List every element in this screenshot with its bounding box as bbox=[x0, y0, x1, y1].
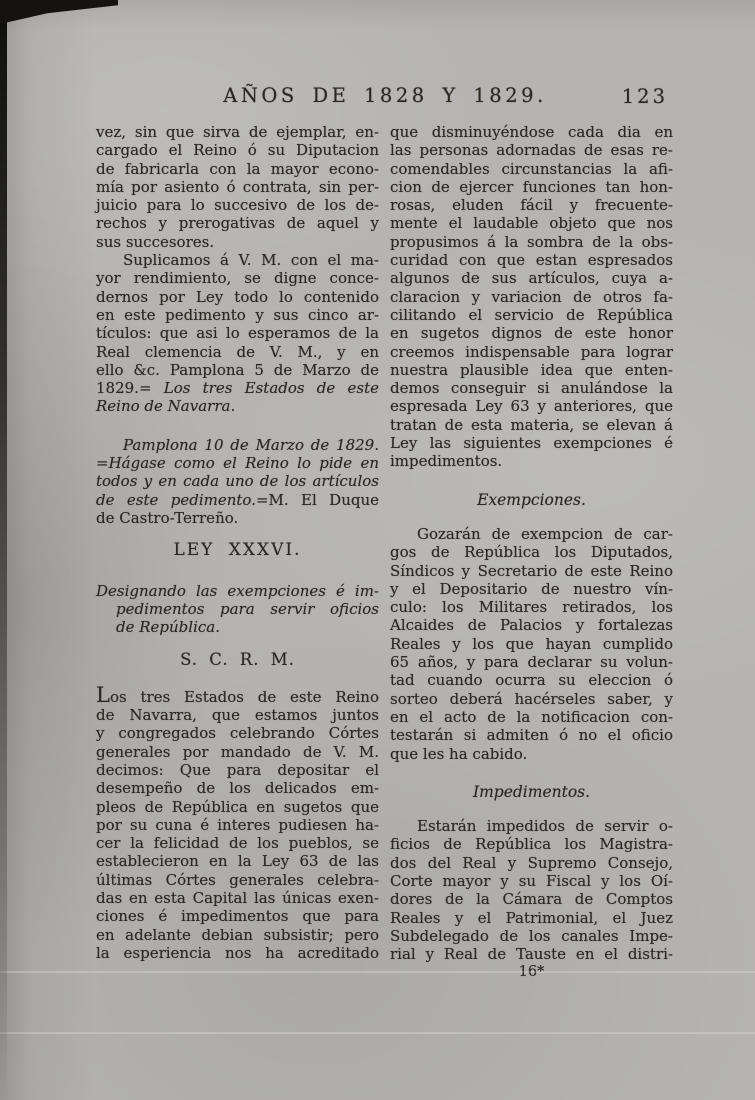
text-line: Los tres Estados de este Reino bbox=[96, 682, 379, 707]
text-line: Estarán impedidos de servir o- bbox=[417, 817, 673, 836]
text-line: S. C. R. M. bbox=[180, 650, 295, 670]
page-content bbox=[96, 84, 674, 982]
text-line: de Castro-Terreño. bbox=[96, 508, 239, 527]
text-line: tad cuando ocurra su eleccion ó bbox=[390, 671, 673, 690]
text-line: das en esta Capital las únicas exen- bbox=[96, 888, 379, 907]
text-line: tratan de esta materia, se elevan á bbox=[390, 415, 673, 434]
text-line: comendables circunstancias la afi- bbox=[390, 159, 673, 178]
book-binding-edge bbox=[0, 0, 7, 1100]
text-line: Pamplona 10 de Marzo de 1829. bbox=[123, 435, 379, 454]
text-line: juicio para lo succesivo de los de- bbox=[96, 196, 379, 215]
text-line: de Navarra, que estamos juntos bbox=[96, 706, 379, 725]
text-line: claracion y variacion de otros fa- bbox=[390, 287, 673, 306]
text-line: todos y en cada uno de los artículos bbox=[96, 472, 379, 491]
text-line: testarán si admiten ó no el oficio bbox=[390, 726, 673, 745]
running-header bbox=[96, 84, 674, 110]
text-line: de República. bbox=[116, 618, 220, 637]
text-line: cilitando el servicio de República bbox=[390, 305, 673, 324]
right-column bbox=[390, 123, 673, 982]
text-line: que disminuyéndose cada dia en bbox=[390, 123, 673, 141]
left-column bbox=[96, 123, 379, 982]
text-line: culo: los Militares retirados, los bbox=[390, 598, 673, 617]
page-number: 123 bbox=[621, 85, 668, 108]
text-line: Real clemencia de V. M., y en bbox=[96, 342, 379, 361]
text-line: Gozarán de exempcion de car- bbox=[417, 524, 673, 543]
text-line: rechos y prerogativas de aquel y bbox=[96, 214, 379, 233]
text-line: cion de ejercer funciones tan hon- bbox=[390, 177, 673, 196]
text-line: Subdelegado de los canales Impe- bbox=[390, 926, 673, 945]
text-line: sorteo deberá hacérseles saber, y bbox=[390, 689, 673, 708]
text-line: desempeño de los delicados em- bbox=[96, 779, 379, 798]
law-body-paragraph bbox=[96, 682, 379, 962]
scan-artifact-line bbox=[0, 1032, 755, 1034]
text-line: yor rendimiento, se digne conce- bbox=[96, 269, 379, 288]
text-line: que les ha cabido. bbox=[390, 744, 528, 763]
text-line: mía por asiento ó contrata, sin per- bbox=[96, 177, 379, 196]
text-line: espresada Ley 63 y anteriores, que bbox=[390, 397, 673, 416]
text-line: ello &c. Pamplona 5 de Marzo de bbox=[96, 360, 379, 379]
text-line: Corte mayor y su Fiscal y los Oí- bbox=[390, 871, 673, 890]
text-line: por su cuna é interes pudiesen ha- bbox=[96, 815, 379, 834]
text-line: impedimentos. bbox=[390, 452, 503, 471]
text-line: 65 años, y para declarar su volun- bbox=[390, 653, 673, 672]
page-corner-shadow bbox=[0, 0, 118, 24]
text-line: y el Depositario de nuestro vín- bbox=[390, 579, 673, 598]
text-line: tículos: que asi lo esperamos de la bbox=[96, 324, 379, 343]
text-line: en sugetos dignos de este honor bbox=[390, 324, 673, 343]
text-line: cargado el Reino ó su Diputacion bbox=[96, 141, 379, 160]
royal-decree-paragraph bbox=[96, 436, 379, 527]
law-heading bbox=[96, 541, 379, 559]
text-line: creemos indispensable para lograr bbox=[390, 342, 673, 361]
text-line: pedimentos para servir oficios bbox=[116, 599, 379, 618]
text-line: generales por mandado de V. M. bbox=[96, 742, 379, 761]
text-line: de este pedimento.=M. El Duque bbox=[96, 490, 379, 509]
text-line: las personas adornadas de esas re- bbox=[390, 141, 673, 160]
text-line: Designando las exempciones é im- bbox=[96, 581, 379, 600]
text-line: Reales y los que hayan cumplido bbox=[390, 634, 673, 653]
text-line: Exempciones. bbox=[477, 490, 586, 509]
text-line: curidad con que estan espresados bbox=[390, 251, 673, 270]
scan-artifact-line bbox=[0, 971, 755, 973]
law-body-continuation bbox=[390, 123, 673, 471]
text-line: últimas Córtes generales celebra- bbox=[96, 870, 379, 889]
text-line: sus succesores. bbox=[96, 232, 215, 251]
text-line: dernos por Ley todo lo contenido bbox=[96, 287, 379, 306]
text-line: Alcaides de Palacios y fortalezas bbox=[390, 616, 673, 635]
text-line: dos del Real y Supremo Consejo, bbox=[390, 853, 673, 872]
text-line: en el acto de la notificacion con- bbox=[390, 707, 673, 726]
two-column-text bbox=[96, 123, 674, 982]
text-line: ficios de República los Magistra- bbox=[390, 835, 673, 854]
text-line: demos conseguir si anulándose la bbox=[390, 379, 673, 398]
text-line: nuestra plausible idea que enten- bbox=[390, 360, 673, 379]
text-line: =Hágase como el Reino lo pide en bbox=[96, 454, 379, 473]
text-line: dores de la Cámara de Comptos bbox=[390, 890, 673, 909]
text-line: cer la felicidad de los pueblos, se bbox=[96, 834, 379, 853]
law-subject bbox=[96, 582, 379, 637]
exemptions-heading bbox=[390, 491, 673, 509]
text-line: Reino de Navarra. bbox=[96, 397, 236, 416]
impediments-heading bbox=[390, 783, 673, 801]
text-line: 1829.= Los tres Estados de este bbox=[96, 379, 379, 398]
text-line: algunos de sus artículos, cuya a- bbox=[390, 269, 673, 288]
text-line: la esperiencia nos ha acreditado bbox=[96, 943, 379, 962]
text-line: y congregados celebrando Córtes bbox=[96, 724, 379, 743]
text-line: Ley las siguientes exempciones é bbox=[390, 434, 673, 453]
text-line: Síndicos y Secretario de este Reino bbox=[390, 561, 673, 580]
text-line: Suplicamos á V. M. con el ma- bbox=[123, 251, 379, 270]
header-title: AÑOS DE 1828 Y 1829. bbox=[223, 84, 547, 107]
text-line: mente el laudable objeto que nos bbox=[390, 214, 673, 233]
text-line: ciones é impedimentos que para bbox=[96, 907, 379, 926]
text-line: de fabricarla con la mayor econo- bbox=[96, 159, 379, 178]
text-line: rosas, eluden fácil y frecuente- bbox=[390, 196, 673, 215]
text-line: establecieron en la Ley 63 de las bbox=[96, 852, 379, 871]
text-line: en este pedimento y sus cinco ar- bbox=[96, 305, 379, 324]
text-line: pleos de República en sugetos que bbox=[96, 797, 379, 816]
text-line: gos de República los Diputados, bbox=[390, 543, 673, 562]
text-line: decimos: Que para depositar el bbox=[96, 760, 379, 779]
exemptions-paragraph bbox=[390, 525, 673, 763]
continuation-paragraph bbox=[96, 123, 379, 251]
text-line: Impedimentos. bbox=[472, 782, 591, 801]
text-line: 16* bbox=[518, 964, 545, 981]
text-line: vez, sin que sirva de ejemplar, en- bbox=[96, 123, 379, 141]
text-line: Reales y el Patrimonial, el Juez bbox=[390, 908, 673, 927]
text-line: en adelante debian subsistir; pero bbox=[96, 925, 379, 944]
text-line: LEY XXXVI. bbox=[173, 540, 302, 561]
text-line: propusimos á la sombra de la obs- bbox=[390, 232, 673, 251]
impediments-paragraph bbox=[390, 817, 673, 963]
petition-paragraph bbox=[96, 251, 379, 416]
text-line: rial y Real de Tauste en el distri- bbox=[390, 945, 673, 964]
salutation bbox=[96, 651, 379, 669]
